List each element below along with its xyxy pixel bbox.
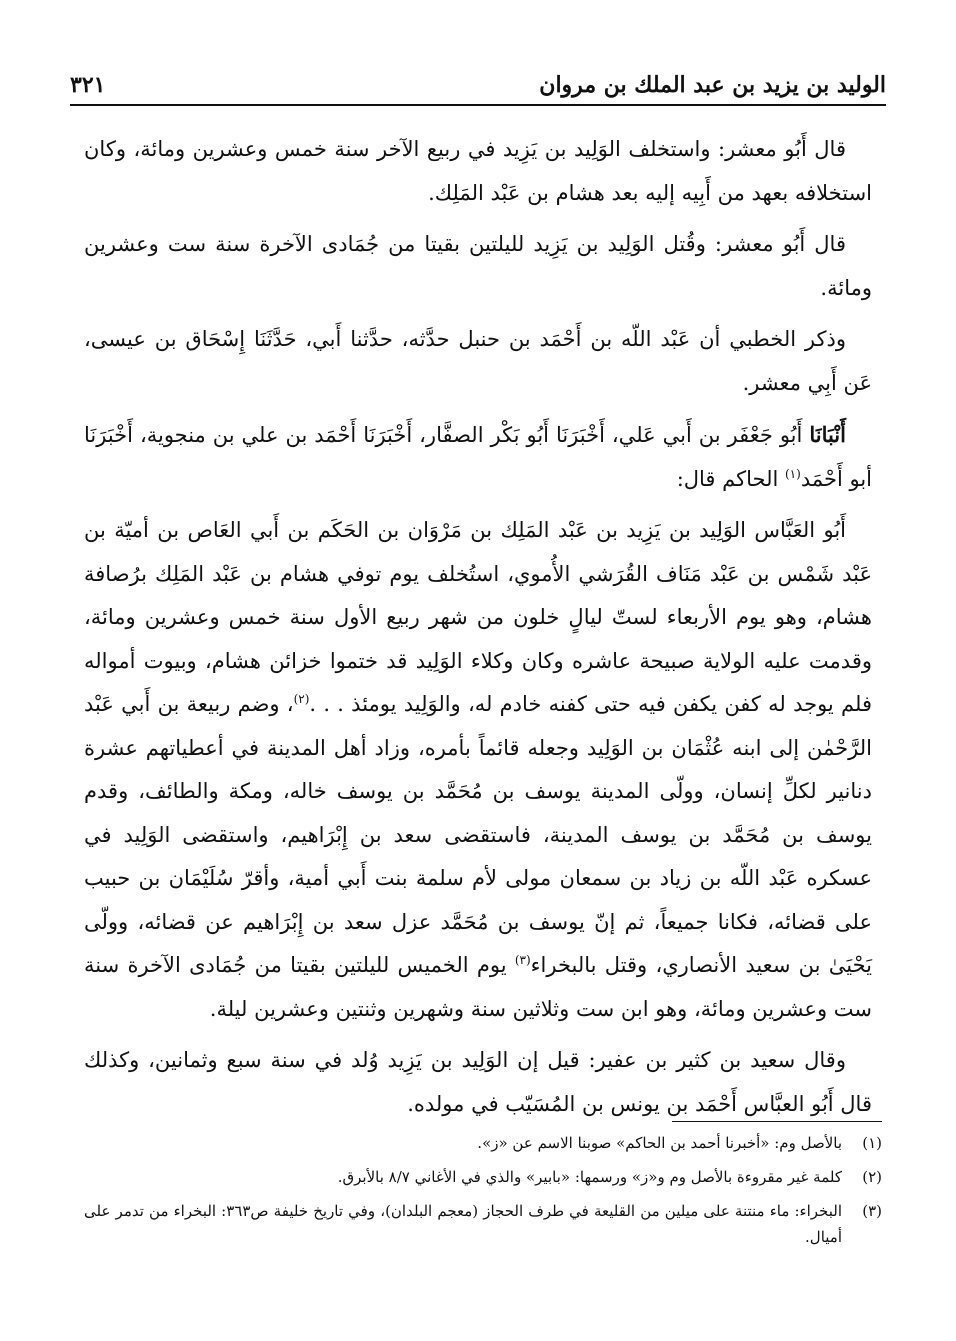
- isnad-lead-word: أَنْبَانَا: [809, 422, 846, 447]
- paragraph-text: قال أَبُو معشر: واستخلف الوَلِيد بن يَزِيد في ربيع الآخر سنة خمس وعشرين ومائة، وكان استخلافه بعهد من أَبِيه إليه بعد هشام بن عَبْد المَلِك.: [84, 137, 872, 205]
- paragraph-2: [84, 223, 872, 310]
- running-header: [70, 58, 886, 106]
- footnote-text: كلمة غير مقروءة بالأصل وم و«ز» ورسمها: «بابير» والذي في الأغاني ٨/٧ بالأبرق.: [337, 1168, 842, 1186]
- footnote-text: البخراء: ماء منتنة على ميلين من القليعة في طرف الحجاز (معجم البلدان)، وفي تاريخ خليفة ص٣٦٣: البخراء من تدمر على أميال.: [84, 1202, 842, 1246]
- paragraph-text: أَبُو العَبَّاس الوَلِيد بن يَزِيد بن عَبْد المَلِك بن مَرْوَان بن الحَكَم بن أَبي العَاص بن أميّة بن عَبْد شَمْس بن عَبْد مَنَاف القُرَشي الأُموي، استُخلف يوم توفي هشام بن عَبْد المَلِك برُصافة هشام، وهو يوم الأربعاء لستّ ليالٍ خلون من شهر ربيع الأول سنة خمس وعشرين ومائة، وقدمت عليه الولاية صبيحة عاشره وكان وكلاء الوَلِيد قد ختموا خزائن هشام، وبيوت أمواله فلم يوجد له كفن يكفن فيه حتى كفنه خادم له، والوَلِيد يومئذ . . .: [84, 518, 872, 716]
- paragraph-5: [84, 509, 872, 1031]
- footnote-ref-3[interactable]: (٣): [514, 953, 531, 967]
- footnote-text: بالأصل وم: «أخبرنا أحمد بن الحاكم» صوبنا الاسم عن «ز».: [477, 1134, 842, 1152]
- paragraph-text: أَبُو جَعْفَر بن أَبي عَلي، أَخْبَرَنَا أَبُو بَكْر الصفَّار، أَخْبَرَنَا أَحْمَد بن علي بن منجوية، أَخْبَرَنَا أبو أَحْمَد: [84, 423, 872, 491]
- footnote-2: [84, 1164, 882, 1190]
- paragraph-text-tail: الحاكم قال:: [676, 466, 785, 491]
- footnote-number: (٣): [862, 1202, 882, 1220]
- paragraph-3: [84, 318, 872, 405]
- footnote-number: (١): [862, 1134, 882, 1152]
- paragraph-1: [84, 128, 872, 215]
- footnotes: [84, 1130, 882, 1258]
- footnote-ref-1[interactable]: (١): [784, 466, 801, 481]
- footnote-divider: [672, 1121, 882, 1122]
- running-title: الوليد بن يزيد بن عبد الملك بن مروان: [539, 72, 886, 98]
- paragraph-4: [84, 413, 872, 501]
- footnote-1: [84, 1130, 882, 1156]
- paragraph-6: [84, 1039, 872, 1126]
- paragraph-text: قال أَبُو معشر: وقُتل الوَلِيد بن يَزِيد لليلتين بقيتا من جُمَادى الآخرة سنة ست وعشرين ومائة.: [84, 232, 872, 300]
- main-text: [84, 128, 872, 1134]
- paragraph-text: وذكر الخطبي أن عَبْد اللّه بن أَحْمَد بن حنبل حدَّثه، حدَّثنا أَبي، حَدَّثَنَا إِسْحَاق بن عيسى، عَن أَبِي معشر.: [84, 327, 872, 395]
- paragraph-text: وقال سعيد بن كثير بن عفير: قيل إن الوَلِيد بن يَزِيد وُلد في سنة سبع وثمانين، وكذلك قال أَبُو العبَّاس أَحْمَد بن يونس بن المُسَيّب في مولده.: [84, 1048, 872, 1116]
- paragraph-text-middle: ، وضم ربيعة بن أَبي عَبْد الرَّحْمٰن إلى ابنه عُثْمَان بن الوَلِيد وجعله قائماً بأمره، وزاد أهل المدينة في أعطياتهم عشرة دنانير لكلِّ إنسان، وولّى المدينة يوسف بن مُحَمَّد بن يوسف خاله، ومكة والطائف، وقدم يوسف بن مُحَمَّد بن يوسف المدينة، فاستقضى سعد بن إِبْرَاهيم، واستقضى الوَلِيد في عسكره عَبْد اللّه بن زياد بن سمعان مولى لأم سلمة بنت أَبي أمية، وأقرّ سُلَيْمَان بن حبيب على قضائه، فكانا جميعاً، ثم إنّ يوسف بن مُحَمَّد عزل سعد بن إِبْرَاهيم عن قضائه، وولّى يَحْيَىٰ بن سعيد الأنصاري، وقتل بالبخراء: [84, 692, 873, 977]
- paragraph-text-tail: يوم الخميس لليلتين بقيتا من جُمَادى الآخرة سنة ست وعشرين ومائة، وهو ابن ست وثلاثين سنة وشهرين وثنتين وعشرين ليلة.: [84, 953, 872, 1021]
- footnote-number: (٢): [862, 1168, 882, 1186]
- page-number: ٣٢١: [70, 72, 106, 98]
- footnote-3: [84, 1198, 882, 1250]
- footnote-ref-2[interactable]: (٢): [293, 692, 310, 706]
